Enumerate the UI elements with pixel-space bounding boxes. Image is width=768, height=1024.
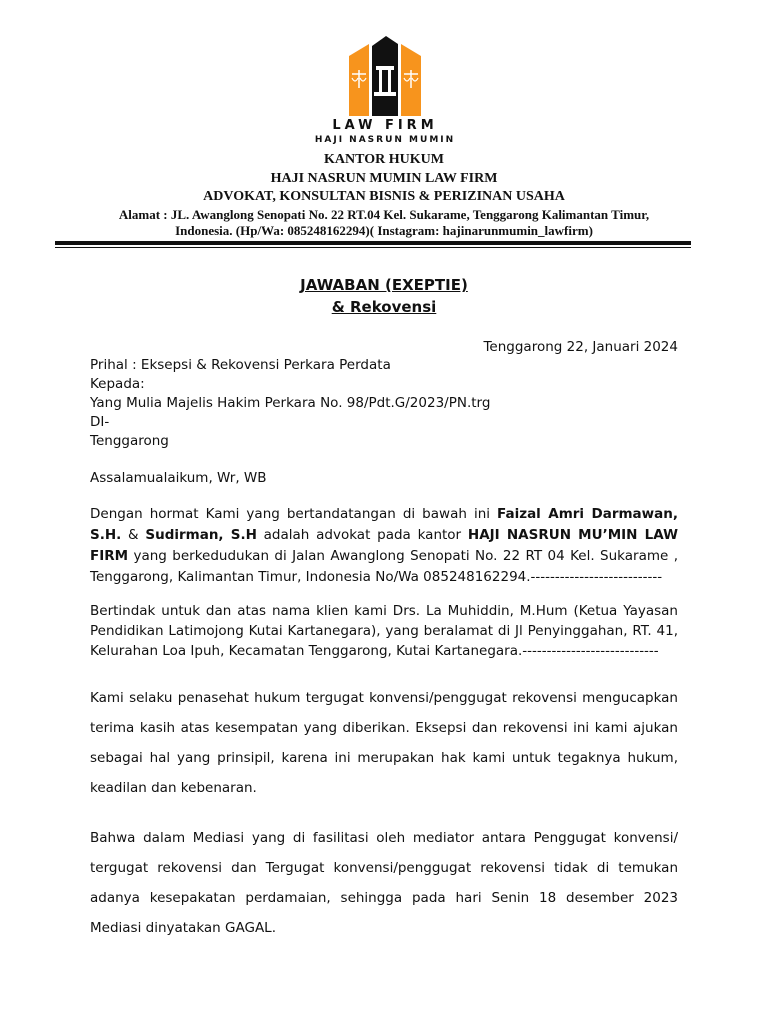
law-firm-logo — [312, 36, 458, 154]
logo-sub-text: HAJI NASRUN MUMIN — [314, 135, 456, 145]
law-firm-name: HAJI NASRUN MU’MIN LAW FIRM — [90, 527, 678, 564]
document-subtitle: & Rekovensi — [331, 298, 437, 316]
greeting: Assalamualaikum, Wr, WB — [90, 470, 267, 486]
advocate-name-1: Faizal Amri Darmawan, S.H. — [90, 506, 678, 543]
paragraph-client: Bertindak untuk dan atas nama klien kami Drs. La Muhiddin, M.Hum (Ketua Yayasan Pendidikan Latimojong Kutai Kartanegara), yang beralamat di Jl Penyinggahan, RT. 41, Kelurahan Loa Ipuh, Kecamatan Tenggarong, Kutai Kartanegara.---------------------------- — [90, 603, 678, 659]
recipient-place: Tenggarong — [90, 433, 169, 449]
para1-text-2: & — [121, 527, 146, 543]
letterhead-divider-thin — [55, 247, 691, 248]
letterhead-address: Alamat : JL. Awanglong Senopati No. 22 RT.04 Kel. Sukarame, Tenggarong Kalimantan Timur, — [118, 207, 650, 222]
paragraph-mediation: Bahwa dalam Mediasi yang di fasilitasi oleh mediator antara Penggugat konvensi/ tergugat rekovensi dan Tergugat konvensi/penggugat rekovensi tidak di temukan adanya kesepakatan perdamaian, sehingga pada hari Senin 18 desember 2023 Mediasi dinyatakan GAGAL. — [90, 830, 678, 936]
document-title: JAWABAN (EXEPTIE) — [300, 276, 468, 294]
para1-text-3: adalah advokat pada kantor — [256, 527, 468, 543]
para1-text-1: Dengan hormat Kami yang bertandatangan di bawah ini — [90, 506, 498, 522]
letterhead-office: KANTOR HUKUM — [324, 152, 444, 167]
letterhead-divider-thick — [55, 241, 691, 245]
recipient-label: Kepada: — [90, 376, 145, 392]
recipient-di: DI- — [90, 414, 110, 430]
paragraph-advocates — [90, 504, 678, 588]
paragraph-gratitude: Kami selaku penasehat hukum tergugat konvensi/penggugat rekovensi mengucapkan terima kasih atas kesempatan yang diberikan. Eksepsi dan rekovensi ini kami ajukan sebagai hal yang prinsipil, karena ini merupakan hak kami untuk tegaknya hukum, keadilan dan kebenaran. — [90, 690, 678, 796]
letter-date: Tenggarong 22, Januari 2024 — [483, 339, 678, 355]
advocate-name-2: Sudirman, S.H — [145, 527, 257, 543]
subject-line: Prihal : Eksepsi & Rekovensi Perkara Perdata — [90, 357, 391, 373]
letterhead-contact: Indonesia. (Hp/Wa: 085248162294)( Instagram: hajinarunmumin_lawfirm) — [175, 223, 593, 238]
logo-main-text: LAW FIRM — [332, 118, 438, 133]
recipient-name: Yang Mulia Majelis Hakim Perkara No. 98/Pdt.G/2023/PN.trg — [90, 395, 491, 411]
para1-text-4: yang berkedudukan di Jalan Awanglong Senopati No. 22 RT 04 Kel. Sukarame , Tenggarong, Kalimantan Timur, Indonesia No/Wa 085248162294.--------------------------- — [90, 548, 678, 585]
letterhead-firm-name: HAJI NASRUN MUMIN LAW FIRM — [270, 171, 498, 186]
pillar-scales-icon — [312, 36, 458, 118]
letterhead-services: ADVOKAT, KONSULTAN BISNIS & PERIZINAN USAHA — [203, 189, 565, 204]
